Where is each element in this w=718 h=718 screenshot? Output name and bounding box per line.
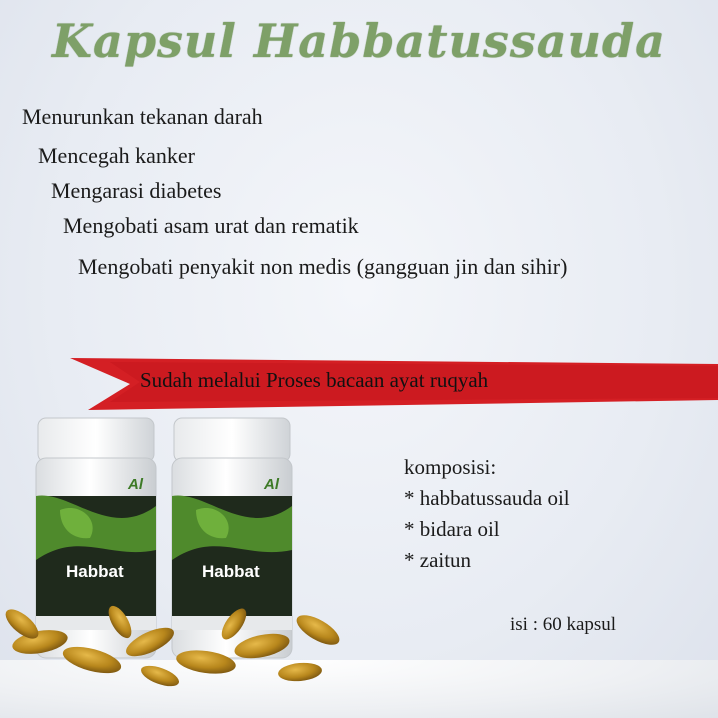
benefit-item: Mengobati penyakit non medis (gangguan jin dan sihir)	[78, 254, 568, 279]
composition-item: * habbatussauda oil	[404, 486, 570, 510]
bottle-logo-left: Al	[128, 476, 143, 493]
bottle-left	[36, 418, 156, 658]
composition-heading: komposisi:	[404, 455, 497, 479]
product-photo	[0, 410, 400, 718]
bottle-logo-right: Al	[264, 476, 279, 493]
composition-block	[404, 452, 570, 576]
page-title: Kapsul Habbatussauda	[52, 14, 666, 68]
composition-item: * bidara oil	[404, 517, 500, 541]
ruqyah-banner-text: Sudah melalui Proses bacaan ayat ruqyah	[140, 368, 489, 392]
content-count: isi : 60 kapsul	[510, 614, 617, 635]
composition-item: * zaitun	[404, 548, 472, 572]
bottle-label-right: Habbat	[202, 562, 260, 581]
benefit-item: Mengarasi diabetes	[51, 178, 222, 203]
benefit-item: Mencegah kanker	[38, 143, 195, 168]
benefit-item: Mengobati asam urat dan rematik	[63, 213, 359, 238]
bottle-label-left: Habbat	[66, 562, 124, 581]
benefit-item: Menurunkan tekanan darah	[22, 104, 263, 129]
